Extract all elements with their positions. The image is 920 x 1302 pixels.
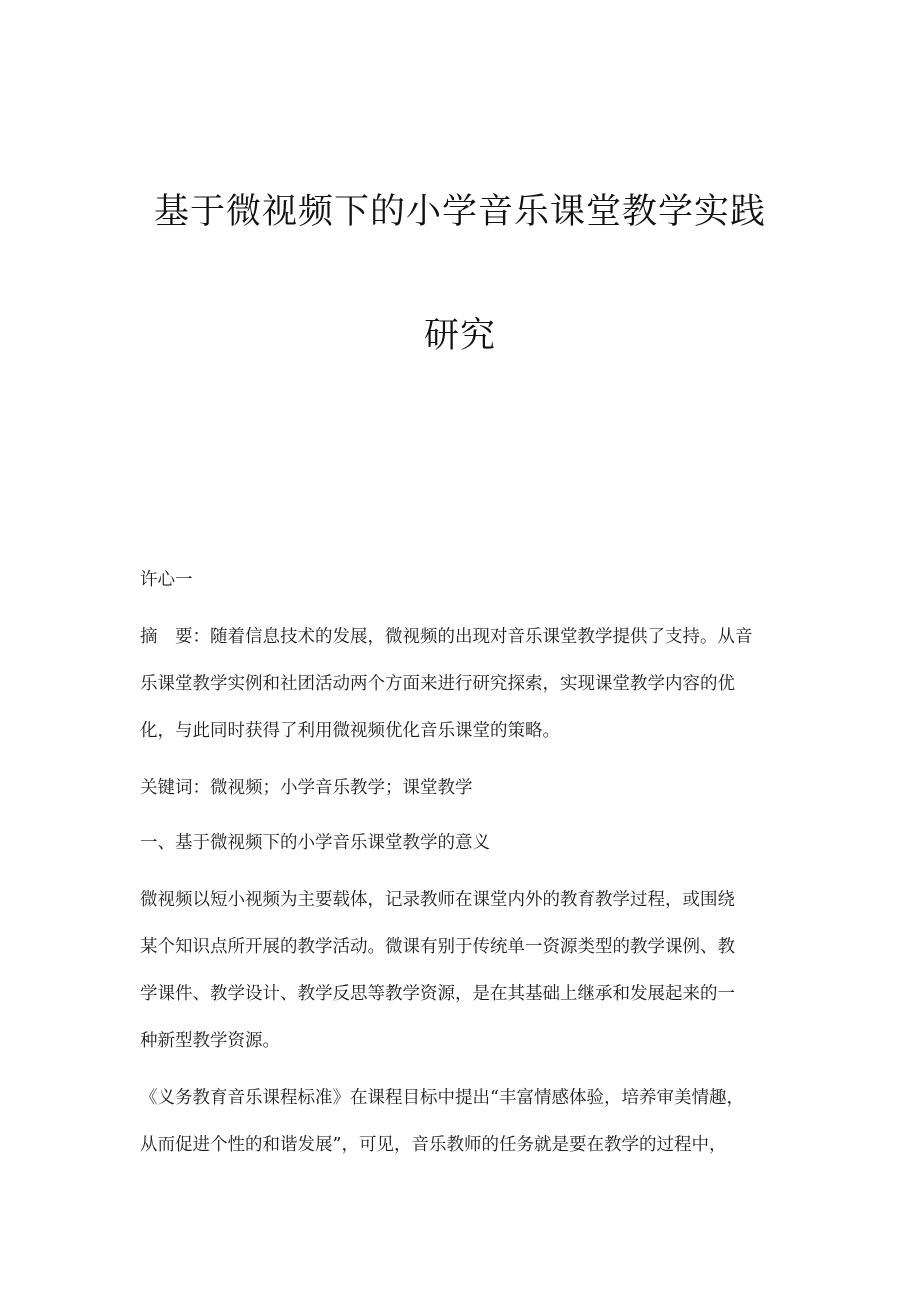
keywords: 关键词：微视频；小学音乐教学；课堂教学 [140, 778, 473, 798]
abstract-line-1: 摘 要：随着信息技术的发展，微视频的出现对音乐课堂教学提供了支持。从音 [140, 627, 753, 647]
abstract-line-2: 乐课堂教学实例和社团活动两个方面来进行研究探索，实现课堂教学内容的优 [140, 674, 735, 694]
paragraph-2-line-2: 从而促进个性的和谐发展”，可见，音乐教师的任务就是要在教学的过程中， [140, 1135, 727, 1155]
abstract-line-3: 化，与此同时获得了利用微视频优化音乐课堂的策略。 [140, 721, 560, 741]
paragraph-1-line-1: 微视频以短小视频为主要载体，记录教师在课堂内外的教育教学过程，或围绕 [140, 890, 735, 910]
section-heading: 一、基于微视频下的小学音乐课堂教学的意义 [140, 833, 490, 853]
paragraph-1-line-3: 学课件、教学设计、教学反思等教学资源，是在其基础上继承和发展起来的一 [140, 984, 735, 1004]
paragraph-2-line-1: 《义务教育音乐课程标准》在课程目标中提出“丰富情感体验，培养审美情趣， [140, 1088, 744, 1108]
author-name: 许心一 [140, 570, 193, 590]
paragraph-1-line-2: 某个知识点所开展的教学活动。微课有别于传统单一资源类型的教学课例、教 [140, 937, 735, 957]
document-title-line-1: 基于微视频下的小学音乐课堂教学实践 [153, 192, 766, 232]
document-title-line-2: 研究 [423, 316, 496, 356]
paragraph-1-line-4: 种新型教学资源。 [140, 1031, 280, 1051]
